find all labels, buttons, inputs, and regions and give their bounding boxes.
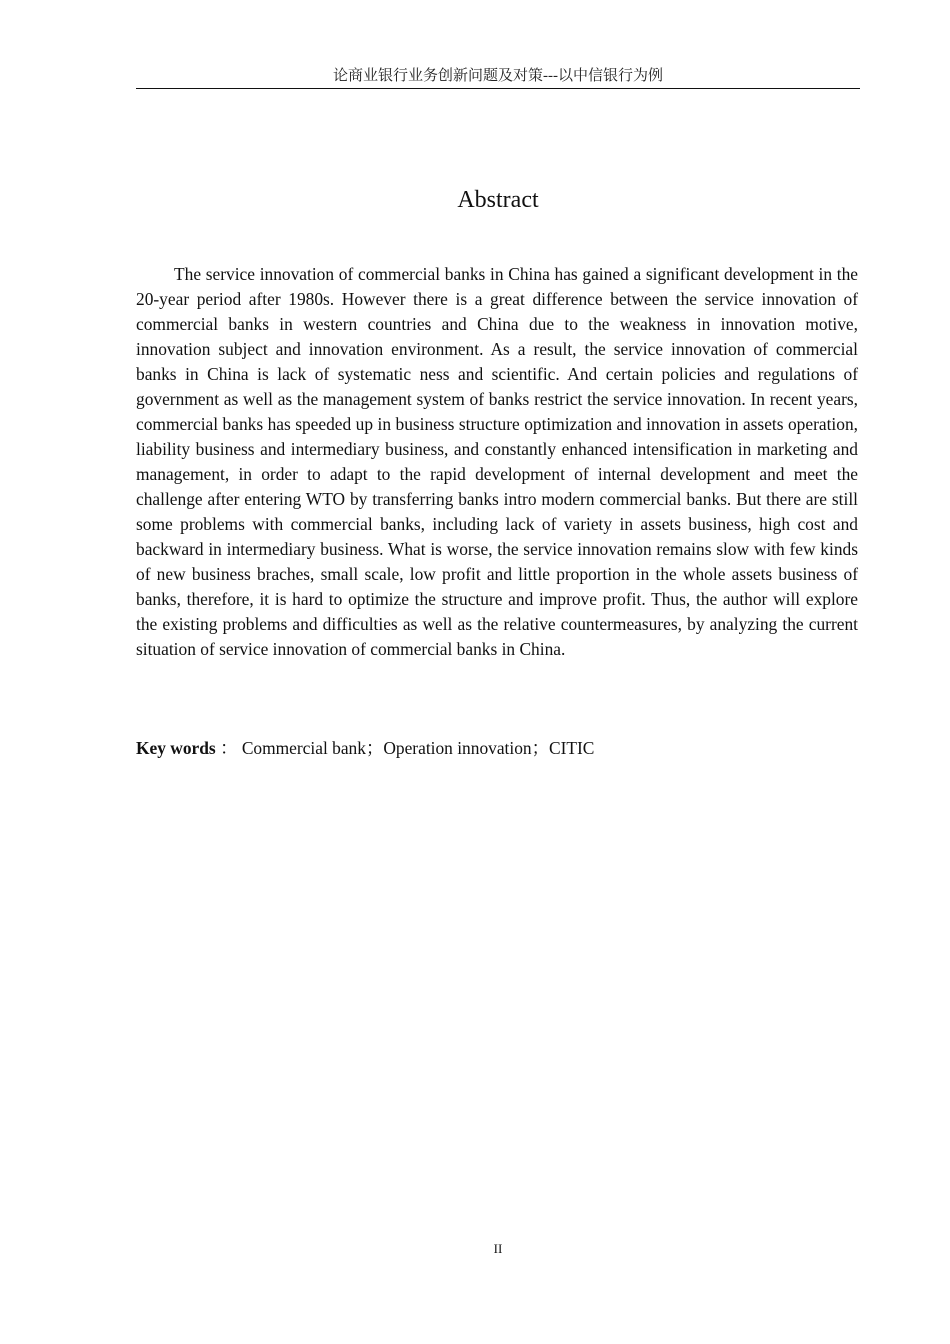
keywords-label: Key words — [136, 738, 216, 758]
keywords-values: Commercial bank；Operation innovation；CITIC — [241, 738, 595, 758]
running-header: 论商业银行业务创新问题及对策---以中信银行为例 — [333, 68, 663, 84]
abstract-body: The service innovation of commercial banks in China has gained a significant development in the 20-year period after 1980s. However there is a great difference between the service innovation of commercial banks in western countries and China due to the weakness in innovation motive, innovation subject and innovation environment. As a result, the service innovation of commercial banks in China is lack of systematic ness and scientific. And certain policies and regulations of government as well as the management system of banks restrict the service innovation. In recent years, commercial banks has speeded up in business structure optimization and innovation in assets operation, liability business and intermediary business, and constantly enhanced intensification in marketing and management, in order to adapt to the rapid development of internal development and meet the challenge after entering WTO by transferring banks intro modern commercial banks. But there are still some problems with commercial banks, including lack of variety in assets business, high cost and backward in intermediary business. What is worse, the service innovation remains slow with few kinds of new business braches, small scale, low profit and little proportion in the whole assets business of banks, therefore, it is hard to optimize the structure and improve profit. Thus, the author will explore the existing problems and difficulties as well as the relative countermeasures, by analyzing the current situation of service innovation of commercial banks in China. — [136, 264, 858, 659]
abstract-title: Abstract — [457, 187, 539, 213]
keywords-separator: ： — [220, 738, 238, 758]
page-number: II — [493, 1241, 503, 1256]
header-divider — [136, 88, 860, 89]
keywords-line — [136, 736, 860, 761]
